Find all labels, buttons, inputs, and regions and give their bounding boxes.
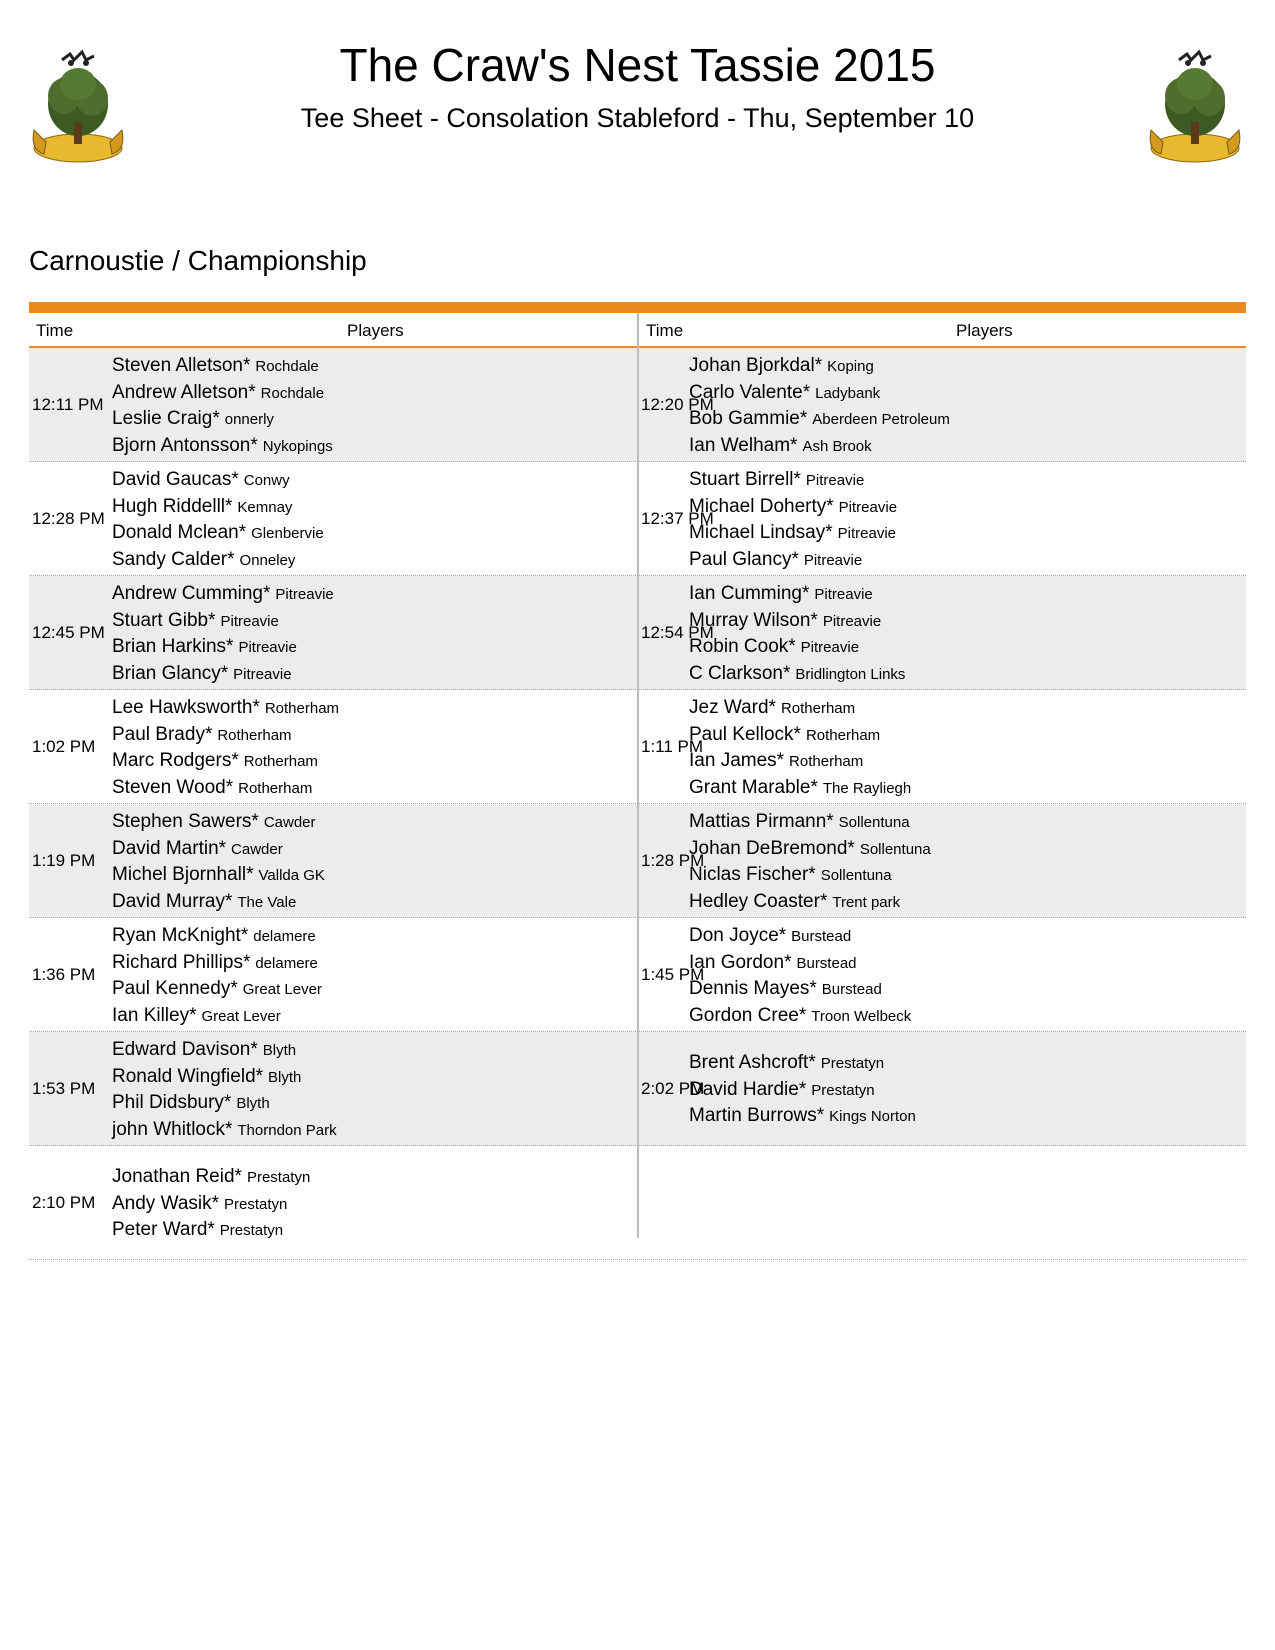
player-club: Cawder <box>231 840 283 858</box>
player-club: Burstead <box>796 954 857 972</box>
player-entry <box>112 353 333 380</box>
player-club: Aberdeen Petroleum <box>812 411 950 428</box>
section-title: Carnoustie / Championship <box>29 245 367 276</box>
player-name: Don Joyce* <box>689 925 787 946</box>
player-club: Sollentuna <box>838 814 910 831</box>
player-entry <box>112 1003 322 1030</box>
player-group <box>112 1037 337 1143</box>
player-group <box>112 1164 310 1244</box>
player-name: Ronald Wingfield* <box>112 1065 264 1087</box>
player-entry <box>112 950 322 977</box>
table-top-bar <box>29 302 1246 313</box>
header-time-right: Time <box>646 321 684 340</box>
player-club: Prestatyn <box>224 1195 288 1213</box>
player-entry <box>112 1217 310 1244</box>
player-name: Lee Hawksworth* <box>112 697 260 718</box>
player-name: Ian Welham* <box>689 434 798 456</box>
player-name: Paul Kellock* <box>689 723 801 745</box>
tee-time: 1:45 PM <box>641 965 705 984</box>
player-entry <box>689 1077 916 1104</box>
player-name: David Murray* <box>112 890 233 912</box>
player-entry <box>689 380 950 407</box>
player-name: Andrew Cumming* <box>112 583 271 604</box>
tee-time: 1:28 PM <box>641 851 705 870</box>
player-club: Rotherham <box>217 726 292 744</box>
tee-time: 1:11 PM <box>641 737 704 756</box>
player-club: Pitreavie <box>233 665 292 683</box>
player-club: Pitreavie <box>238 639 297 656</box>
player-group <box>689 809 931 915</box>
tee-time: 2:10 PM <box>32 1193 96 1212</box>
player-name: Bjorn Antonsson* <box>112 434 258 456</box>
tee-time: 1:36 PM <box>32 965 96 984</box>
player-club: Pitreavie <box>805 472 865 489</box>
player-entry <box>112 520 324 547</box>
player-club: Rotherham <box>789 753 864 770</box>
player-name: Hedley Coaster* <box>689 890 828 912</box>
player-name: Ian James* <box>689 750 785 771</box>
player-name: Andrew Alletson* <box>112 381 256 403</box>
player-group <box>689 581 905 687</box>
player-entry <box>112 836 325 863</box>
player-group <box>112 581 334 687</box>
player-name: Paul Brady* <box>112 723 213 745</box>
player-name: Paul Kennedy* <box>112 978 238 999</box>
player-name: David Hardie* <box>689 1078 807 1100</box>
player-entry <box>112 722 339 749</box>
player-entry <box>112 809 325 836</box>
page-title: The Craw's Nest Tassie 2015 <box>339 39 936 91</box>
player-club: Prestatyn <box>820 1055 885 1072</box>
player-entry <box>112 923 322 950</box>
player-name: john Whitlock* <box>112 1118 233 1140</box>
player-club: Trent park <box>832 893 901 911</box>
player-name: Ian Cumming* <box>689 583 810 604</box>
tee-time: 1:02 PM <box>32 737 96 756</box>
player-club: Rotherham <box>805 726 881 744</box>
player-entry <box>689 520 897 547</box>
player-entry <box>112 748 339 775</box>
tee-time: 12:45 PM <box>32 623 105 642</box>
player-group <box>112 467 324 573</box>
player-entry <box>689 862 931 889</box>
player-entry <box>112 608 334 635</box>
player-entry <box>112 581 334 608</box>
player-name: Grant Marable* <box>689 776 818 798</box>
player-club: delamere <box>255 954 318 972</box>
player-club: The Rayliegh <box>822 779 912 797</box>
player-entry <box>112 494 324 521</box>
player-club: Burstead <box>791 928 852 945</box>
player-name: Richard Phillips* <box>112 951 251 973</box>
player-name: Brent Ashcroft* <box>689 1052 816 1073</box>
player-club: Burstead <box>821 981 882 998</box>
player-group <box>112 695 339 801</box>
player-entry <box>689 976 911 1003</box>
player-club: Pitreavie <box>838 498 898 516</box>
player-club: Vallda GK <box>258 867 325 884</box>
player-group <box>689 695 911 801</box>
player-entry <box>112 1090 337 1117</box>
player-name: Bob Gammie* <box>689 408 808 429</box>
player-name: Johan DeBremond* <box>689 837 855 859</box>
player-entry <box>689 889 931 916</box>
player-name: Michael Doherty* <box>689 495 834 517</box>
player-name: Steven Alletson* <box>112 355 251 376</box>
player-entry <box>112 661 334 688</box>
player-entry <box>112 1191 310 1218</box>
player-entry <box>689 661 905 688</box>
player-club: Rotherham <box>238 779 313 797</box>
player-entry <box>689 581 905 608</box>
player-club: Rochdale <box>255 358 319 375</box>
player-entry <box>689 634 905 661</box>
player-club: Pitreavie <box>837 525 896 542</box>
tee-time: 12:11 PM <box>32 395 104 414</box>
player-entry <box>689 467 897 494</box>
player-entry <box>112 547 324 574</box>
player-name: C Clarkson* <box>689 662 791 684</box>
column-divider <box>637 313 639 1238</box>
player-entry <box>112 1117 337 1144</box>
tee-time: 1:53 PM <box>32 1079 96 1098</box>
player-name: Mattias Pirmann* <box>689 811 834 832</box>
tee-time: 2:02 PM <box>641 1079 705 1098</box>
player-club: Rotherham <box>264 700 340 717</box>
player-entry <box>112 889 325 916</box>
player-name: Steven Wood* <box>112 776 234 798</box>
player-name: Jonathan Reid* <box>112 1166 242 1187</box>
tee-time: 12:37 PM <box>641 509 714 528</box>
player-name: Martin Burrows* <box>689 1105 825 1126</box>
player-club: Pitreavie <box>220 612 279 630</box>
player-name: Brian Glancy* <box>112 662 229 684</box>
player-entry <box>112 1037 337 1064</box>
tee-time: 12:28 PM <box>32 509 105 528</box>
player-entry <box>112 1164 310 1191</box>
player-name: Niclas Fischer* <box>689 864 816 885</box>
player-entry <box>689 608 905 635</box>
player-name: Ian Gordon* <box>689 951 792 973</box>
player-entry <box>112 1064 337 1091</box>
player-club: Rotherham <box>243 753 318 770</box>
player-club: Glenbervie <box>251 525 324 542</box>
player-club: Thorndon Park <box>237 1121 337 1139</box>
player-name: Michael Lindsay* <box>689 522 833 543</box>
player-name: Stuart Birrell* <box>689 469 801 490</box>
player-entry <box>689 353 950 380</box>
player-club: Koping <box>827 358 874 375</box>
player-club: Rochdale <box>260 384 325 402</box>
player-club: Blyth <box>236 1095 270 1112</box>
player-name: Stuart Gibb* <box>112 609 216 631</box>
tee-time: 12:20 PM <box>641 395 714 414</box>
player-entry <box>689 406 950 433</box>
player-club: Onneley <box>239 551 296 569</box>
player-club: Prestatyn <box>219 1222 284 1239</box>
player-name: Donald Mclean* <box>112 522 247 543</box>
player-entry <box>689 748 911 775</box>
player-name: Jez Ward* <box>689 697 776 718</box>
player-club: Blyth <box>262 1042 297 1059</box>
player-entry <box>689 809 931 836</box>
player-group <box>112 809 325 915</box>
player-name: Peter Ward* <box>112 1219 215 1240</box>
player-club: Troon Welbeck <box>811 1007 912 1025</box>
player-name: Robin Cook* <box>689 636 796 657</box>
player-club: Kemnay <box>237 498 293 516</box>
player-group <box>112 353 333 459</box>
player-name: David Martin* <box>112 837 227 859</box>
player-entry <box>689 1003 911 1030</box>
player-entry <box>112 976 322 1003</box>
player-entry <box>689 433 950 460</box>
header-time-left: Time <box>36 321 74 340</box>
player-club: Sollentuna <box>859 840 931 858</box>
player-club: Nykopings <box>262 437 333 455</box>
player-group <box>689 353 950 459</box>
player-club: Sollentuna <box>820 867 892 884</box>
header-players-right: Players <box>956 321 1013 340</box>
tee-time: 1:19 PM <box>32 851 96 870</box>
player-entry <box>112 634 334 661</box>
player-entry <box>689 836 931 863</box>
player-name: Andy Wasik* <box>112 1192 219 1214</box>
player-club: Bridlington Links <box>795 665 906 683</box>
player-entry <box>689 547 897 574</box>
player-name: Sandy Calder* <box>112 548 235 570</box>
player-name: Ian Killey* <box>112 1004 197 1026</box>
player-club: Ladybank <box>815 384 881 402</box>
player-name: Edward Davison* <box>112 1039 258 1060</box>
player-club: Pitreavie <box>803 551 863 569</box>
player-entry <box>689 923 911 950</box>
player-club: Blyth <box>268 1068 302 1086</box>
player-group <box>689 1050 916 1130</box>
page-subtitle: Tee Sheet - Consolation Stableford - Thu, September 10 <box>300 103 975 133</box>
player-name: Carlo Valente* <box>689 381 811 403</box>
player-entry <box>112 467 324 494</box>
player-name: Dennis Mayes* <box>689 978 817 999</box>
player-name: Ryan McKnight* <box>112 925 249 946</box>
player-club: Pitreavie <box>275 586 334 603</box>
player-name: Murray Wilson* <box>689 609 818 631</box>
player-group <box>689 467 897 573</box>
player-club: Pitreavie <box>800 639 860 656</box>
player-name: Marc Rodgers* <box>112 750 239 771</box>
player-entry <box>689 950 911 977</box>
player-entry <box>112 862 325 889</box>
header-players-left: Players <box>347 321 404 340</box>
tee-time: 12:54 PM <box>641 623 714 642</box>
player-name: Gordon Cree* <box>689 1004 807 1026</box>
player-name: Johan Bjorkdal* <box>689 355 823 376</box>
player-entry <box>689 1103 916 1130</box>
player-club: Conwy <box>243 472 290 489</box>
player-entry <box>112 380 333 407</box>
player-name: Stephen Sawers* <box>112 811 259 832</box>
player-club: Ash Brook <box>802 437 872 455</box>
player-group <box>112 923 322 1029</box>
player-name: Michel Bjornhall* <box>112 864 254 885</box>
player-name: Brian Harkins* <box>112 636 234 657</box>
player-club: Great Lever <box>242 981 322 998</box>
player-entry <box>689 695 911 722</box>
player-club: Prestatyn <box>811 1081 875 1099</box>
player-name: Leslie Craig* <box>112 408 220 429</box>
player-entry <box>112 433 333 460</box>
player-group <box>689 923 911 1029</box>
player-name: Phil Didsbury* <box>112 1092 232 1113</box>
player-entry <box>689 1050 916 1077</box>
player-club: Kings Norton <box>829 1108 916 1125</box>
player-name: David Gaucas* <box>112 469 239 490</box>
player-name: Hugh Riddelll* <box>112 495 233 517</box>
player-club: Pitreavie <box>814 586 873 603</box>
player-entry <box>112 695 339 722</box>
player-club: Cawder <box>263 814 316 831</box>
player-name: Paul Glancy* <box>689 548 799 570</box>
player-club: Rotherham <box>780 700 856 717</box>
player-club: The Vale <box>237 893 297 911</box>
player-entry <box>112 406 333 433</box>
player-club: Great Lever <box>201 1007 281 1025</box>
player-entry <box>689 722 911 749</box>
player-entry <box>689 775 911 802</box>
player-entry <box>689 494 897 521</box>
player-club: onnerly <box>224 411 274 428</box>
player-club: delamere <box>253 928 316 945</box>
player-club: Pitreavie <box>822 612 882 630</box>
player-club: Prestatyn <box>246 1169 311 1186</box>
player-entry <box>112 775 339 802</box>
